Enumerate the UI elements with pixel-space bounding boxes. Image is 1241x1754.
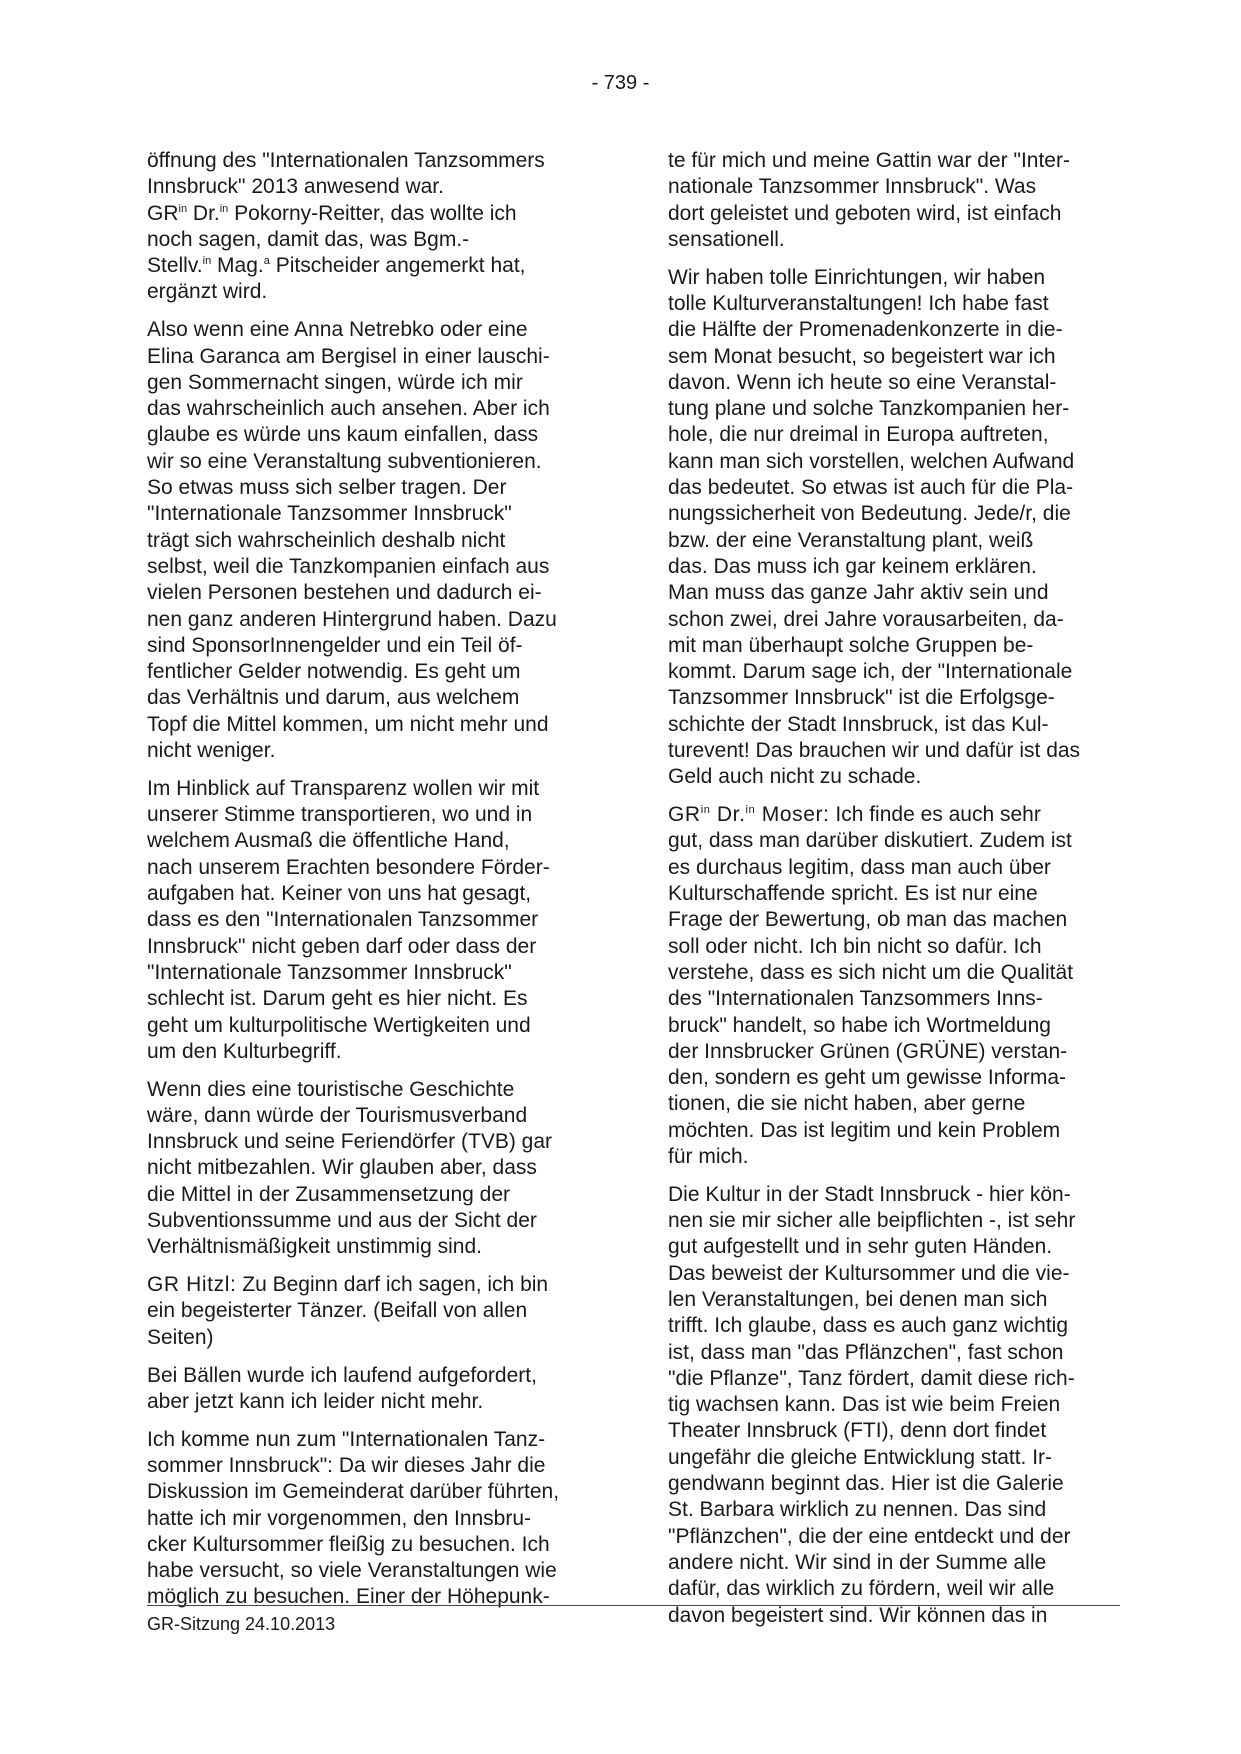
paragraph: [147, 148, 604, 306]
text-line: $GR^{in}$ Dr.$^{in}$ Moser: Ich finde es auch sehr: [668, 803, 1041, 827]
speaker-name: GR Hitzl:: [147, 1273, 237, 1297]
text-line: nach unserem Erachten besondere Förder-: [147, 855, 550, 879]
text-line: gut, dass man darüber diskutiert. Zudem ist: [668, 829, 1072, 853]
text-line: soll oder nicht. Ich bin nicht so dafür. Ich: [668, 934, 1042, 958]
text-line: "Pflänzchen", die der eine entdeckt und der: [668, 1524, 1071, 1548]
text-line: schlecht ist. Darum geht es hier nicht. Es: [147, 987, 528, 1011]
text-line: nationale Tanzsommer Innsbruck". Was: [668, 175, 1037, 199]
text-line: turevent! Das brauchen wir und dafür ist das: [668, 739, 1081, 763]
text-line: Innsbruck" nicht geben darf oder dass der: [147, 934, 537, 958]
text-line: vielen Personen bestehen und dadurch ei-: [147, 581, 542, 605]
text-line: tung plane und solche Tanzkompanien her-: [668, 397, 1070, 421]
text-line: sind SponsorInnengelder und ein Teil öf-: [147, 633, 523, 657]
text-line: ungefähr die gleiche Entwicklung statt. Ir-: [668, 1445, 1053, 1469]
text-line: Man muss das ganze Jahr aktiv sein und: [668, 581, 1049, 605]
text-line: Wir haben tolle Einrichtungen, wir haben: [668, 265, 1046, 289]
paragraph: [147, 1363, 604, 1416]
text-line: So etwas muss sich selber tragen. Der: [147, 476, 507, 500]
text-line: Diskussion im Gemeinderat darüber führten,: [147, 1480, 560, 1504]
text-line: um den Kulturbegriff.: [147, 1039, 342, 1063]
paragraph: [668, 1182, 1120, 1629]
text-line: den, sondern es geht um gewisse Informa-: [668, 1066, 1067, 1090]
text-line: sommer Innsbruck": Da wir dieses Jahr die: [147, 1453, 546, 1477]
text-line: für mich.: [668, 1144, 749, 1168]
text-line: Tanzsommer Innsbruck" ist die Erfolgsge-: [668, 686, 1055, 710]
paragraph: [668, 265, 1120, 791]
text-line: Das beweist der Kultursommer und die vie-: [668, 1261, 1070, 1285]
text-line: hole, die nur dreimal in Europa auftreten,: [668, 423, 1049, 447]
text-line: bzw. der eine Veranstaltung plant, weiß: [668, 528, 1034, 552]
text-line: nicht mitbezahlen. Wir glauben aber, dass: [147, 1156, 537, 1180]
text-line: Topf die Mittel kommen, um nicht mehr und: [147, 712, 549, 736]
text-line: len Veranstaltungen, bei denen man sich: [668, 1287, 1048, 1311]
text-line: die Mittel in der Zusammensetzung der: [147, 1182, 510, 1206]
text-line: ergänzt wird.: [147, 280, 268, 304]
text-line: geht um kulturpolitische Wertigkeiten und: [147, 1013, 531, 1037]
text-line: fentlicher Gelder notwendig. Es geht um: [147, 660, 521, 684]
text-line: Frage der Bewertung, ob man das machen: [668, 908, 1068, 932]
text-line: verstehe, dass es sich nicht um die Qualität: [668, 960, 1074, 984]
text-line: Also wenn eine Anna Netrebko oder eine: [147, 318, 528, 342]
text-line: Innsbruck und seine Feriendörfer (TVB) gar: [147, 1130, 553, 1154]
text-line: wäre, dann würde der Tourismusverband: [147, 1103, 528, 1127]
text-line: Ich komme nun zum "Internationalen Tanz-: [147, 1427, 546, 1451]
text-line: noch sagen, damit das, was Bgm.-: [147, 227, 470, 251]
text-line: te für mich und meine Gattin war der "Inter-: [668, 149, 1070, 172]
text-line: GR Hitzl: Zu Beginn darf ich sagen, ich bin: [147, 1273, 549, 1297]
text-line: trifft. Ich glaube, dass es auch ganz wichtig: [668, 1314, 1069, 1338]
paragraph: [147, 776, 604, 1065]
text-line: öffnung des "Internationalen Tanzsommers: [147, 149, 545, 172]
text-line: Seiten): [147, 1325, 214, 1349]
text-line: davon begeistert sind. Wir können das in: [668, 1603, 1048, 1627]
footer-divider: [147, 1605, 1120, 1606]
text-line: cker Kultursommer fleißig zu besuchen. Ich: [147, 1532, 550, 1556]
text-line: welchem Ausmaß die öffentliche Hand,: [147, 829, 510, 853]
text-line: Wenn dies eine touristische Geschichte: [147, 1077, 515, 1101]
text-line: des "Internationalen Tanzsommers Inns-: [668, 987, 1043, 1011]
text-line: ist, dass man "das Pflänzchen", fast schon: [668, 1340, 1064, 1364]
text-line: gendwann beginnt das. Hier ist die Galerie: [668, 1472, 1064, 1496]
text-line: dafür, das wirklich zu fördern, weil wir alle: [668, 1577, 1055, 1601]
text-line: tig wachsen kann. Das ist wie beim Freien: [668, 1393, 1061, 1417]
text-line: ein begeisterter Tänzer. (Beifall von allen: [147, 1299, 528, 1323]
text-line: "Internationale Tanzsommer Innsbruck": [147, 502, 512, 526]
text-line: wir so eine Veranstaltung subventionieren.: [147, 449, 542, 473]
text-line: nicht weniger.: [147, 739, 276, 763]
text-line: Bei Bällen wurde ich laufend aufgefordert,: [147, 1363, 537, 1387]
text-line: gen Sommernacht singen, würde ich mir: [147, 370, 523, 394]
text-line: mit man überhaupt solche Gruppen be-: [668, 633, 1034, 657]
text-line: andere nicht. Wir sind in der Summe alle: [668, 1550, 1047, 1574]
text-line: selbst, weil die Tanzkompanien einfach aus: [147, 554, 550, 578]
text-line: kann man sich vorstellen, welchen Aufwand: [668, 449, 1075, 473]
text-line: das bedeutet. So etwas ist auch für die Pla-: [668, 476, 1074, 500]
text-line: möchten. Das ist legitim und kein Problem: [668, 1118, 1061, 1142]
text-line: habe versucht, so viele Veranstaltungen wie: [147, 1559, 557, 1583]
text-line: das wahrscheinlich auch ansehen. Aber ich: [147, 397, 550, 421]
text-line: nen sie mir sicher alle beipflichten -, ist sehr: [668, 1209, 1076, 1233]
speaker-name: $GR^{in}$ Dr.$^{in}$ Moser:: [668, 803, 830, 827]
text-line: $GR^{in}$ Dr.$^{in}$ Pokorny-Reitter, das wollte ich: [147, 201, 517, 225]
text-line: der Innsbrucker Grünen (GRÜNE) verstan-: [668, 1039, 1068, 1063]
text-line: Innsbruck" 2013 anwesend war.: [147, 175, 444, 199]
footer-session-date: GR-Sitzung 24.10.2013: [147, 1614, 336, 1634]
text-line: St. Barbara wirklich zu nennen. Das sind: [668, 1498, 1047, 1522]
text-line: aufgaben hat. Keiner von uns hat gesagt,: [147, 882, 532, 906]
text-line: glaube es würde uns kaum einfallen, dass: [147, 423, 539, 447]
left-column: [147, 148, 604, 1622]
text-line: sem Monat besucht, so begeistert war ich: [668, 344, 1056, 368]
text-line: möglich zu besuchen. Einer der Höhepunk-: [147, 1585, 550, 1609]
text-line: es durchaus legitim, dass man auch über: [668, 855, 1051, 879]
text-line: tionen, die sie nicht haben, aber gerne: [668, 1092, 1026, 1116]
text-line: nungssicherheit von Bedeutung. Jede/r, die: [668, 502, 1071, 526]
text-line: hatte ich mir vorgenommen, den Innsbru-: [147, 1506, 532, 1530]
paragraph: [668, 802, 1120, 1170]
paragraph: [147, 1427, 604, 1611]
paragraph: [668, 148, 1120, 253]
text-line: trägt sich wahrscheinlich deshalb nicht: [147, 528, 506, 552]
text-line: Kulturschaffende spricht. Es ist nur eine: [668, 882, 1038, 906]
text-line: schon zwei, drei Jahre vorausarbeiten, da-: [668, 607, 1064, 631]
text-line: Geld auch nicht zu schade.: [668, 765, 922, 789]
paragraph: [147, 1272, 604, 1351]
right-column: [668, 148, 1120, 1640]
text-line: Elina Garanca am Bergisel in einer lauschi-: [147, 344, 550, 368]
text-line: die Hälfte der Promenadenkonzerte in die-: [668, 318, 1063, 342]
text-line: Stellv.$^{in}$ Mag.$^a$ Pitscheider angemerkt hat,: [147, 254, 526, 278]
paragraph: [147, 1077, 604, 1261]
text-line: Im Hinblick auf Transparenz wollen wir mit: [147, 776, 540, 800]
text-line: davon. Wenn ich heute so eine Veranstal-: [668, 370, 1057, 394]
text-line: bruck" handelt, so habe ich Wortmeldung: [668, 1013, 1051, 1037]
text-line: nen ganz anderen Hintergrund haben. Dazu: [147, 607, 557, 631]
text-line: "Internationale Tanzsommer Innsbruck": [147, 960, 512, 984]
text-line: "die Pflanze", Tanz fördert, damit diese rich-: [668, 1366, 1075, 1390]
text-line: unserer Stimme transportieren, wo und in: [147, 803, 533, 827]
text-line: dort geleistet und geboten wird, ist einfach: [668, 201, 1062, 225]
text-line: dass es den "Internationalen Tanzsommer: [147, 908, 539, 932]
text-line: tolle Kulturveranstaltungen! Ich habe fast: [668, 291, 1049, 315]
text-line: kommt. Darum sage ich, der "Internationale: [668, 660, 1073, 684]
text-line: Die Kultur in der Stadt Innsbruck - hier kön-: [668, 1182, 1071, 1206]
text-line: sensationell.: [668, 227, 785, 251]
page-number: - 739 -: [591, 72, 650, 94]
text-line: schichte der Stadt Innsbruck, ist das Kul-: [668, 712, 1049, 736]
text-line: das. Das muss ich gar keinem erklären.: [668, 554, 1037, 578]
text-line: Theater Innsbruck (FTI), denn dort findet: [668, 1419, 1047, 1443]
text-line: Verhältnismäßigkeit unstimmig sind.: [147, 1235, 482, 1259]
text-line: gut aufgestellt und in sehr guten Händen.: [668, 1235, 1053, 1259]
paragraph: [147, 317, 604, 764]
text-line: das Verhältnis und darum, aus welchem: [147, 686, 520, 710]
text-line: aber jetzt kann ich leider nicht mehr.: [147, 1389, 484, 1413]
text-line: Subventionssumme und aus der Sicht der: [147, 1209, 537, 1233]
